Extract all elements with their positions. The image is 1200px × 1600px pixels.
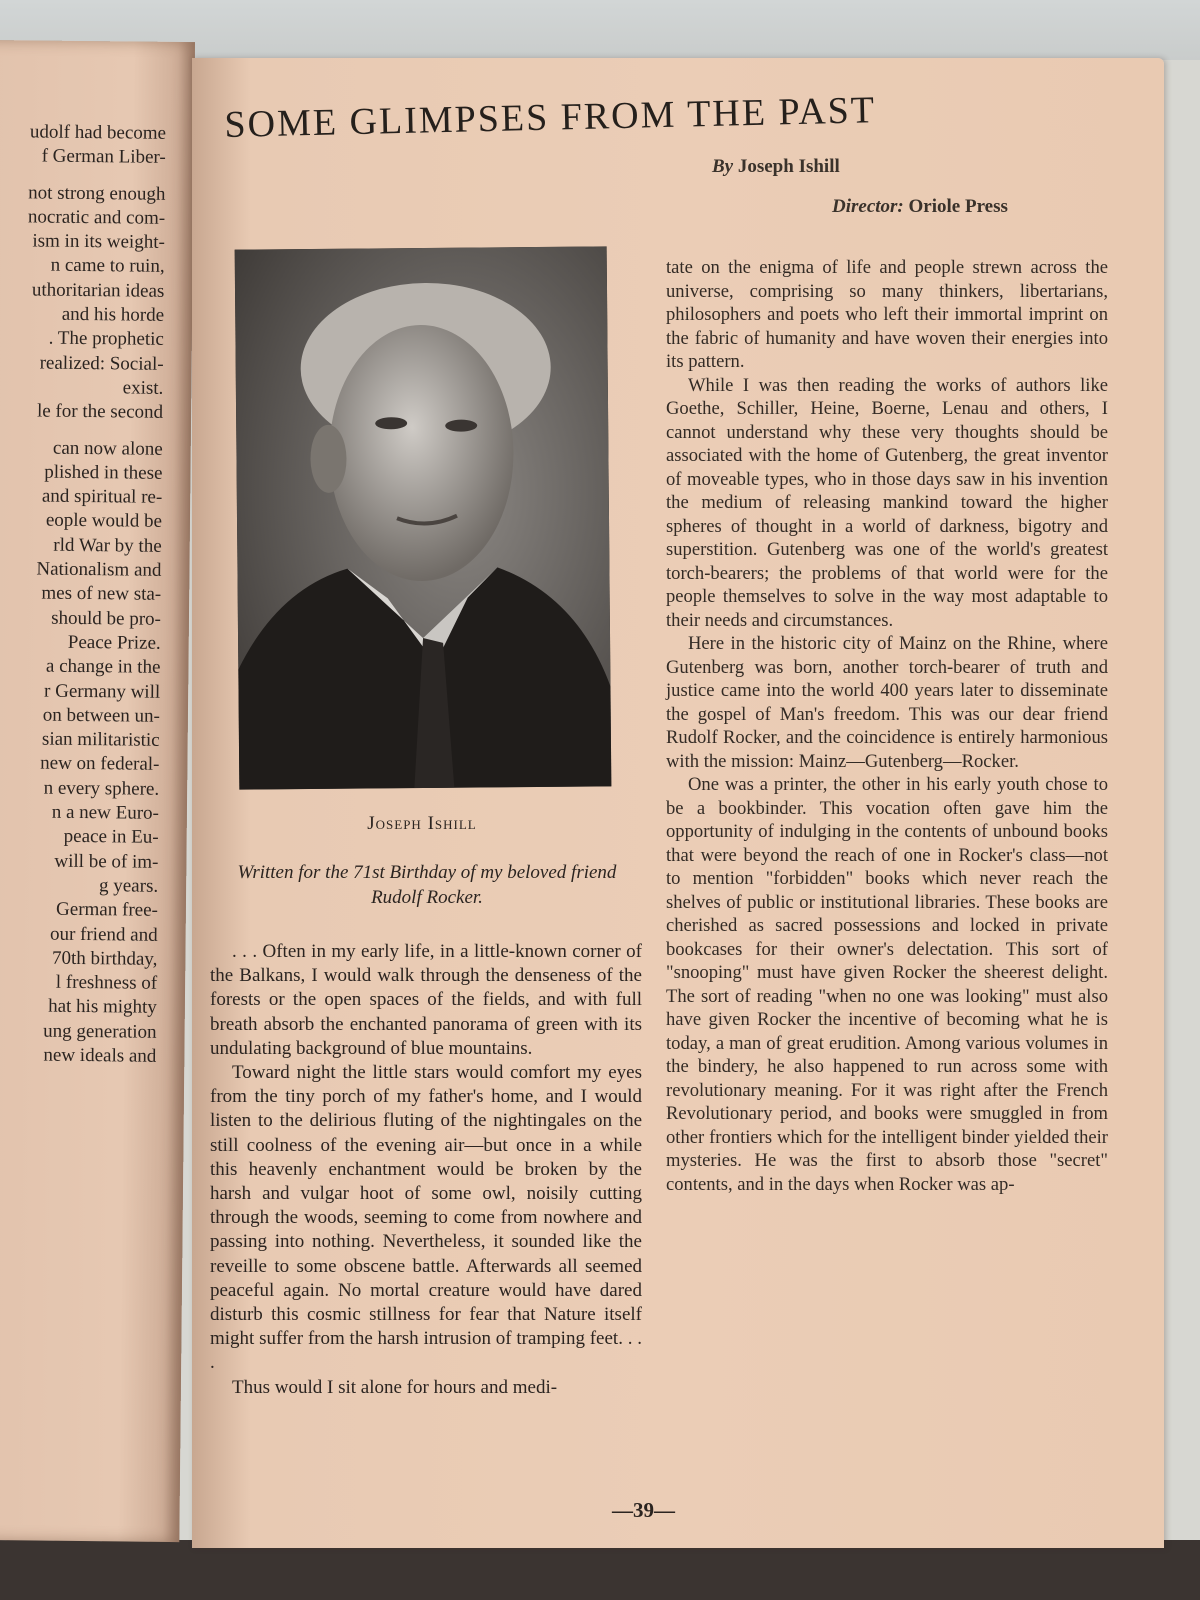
facing-page (0, 40, 195, 1542)
facing-page-line: ism in its weight- (32, 230, 165, 254)
facing-page-line: 70th birthday, (51, 947, 158, 970)
facing-page-line: le for the second (36, 400, 164, 424)
facing-page-line: g years. (98, 875, 159, 897)
dedication: Written for the 71st Birthday of my beloved friend Rudolf Rocker. (237, 862, 617, 908)
facing-page-line: on between un- (42, 704, 161, 727)
article-paragraph: tate on the enigma of life and people strewn across the universe, comprising so many thinkers, libertarians, philosophers and poets who left their immortal imprint on the fabric of humanity and have woven their energies into its pattern. (666, 257, 1108, 372)
facing-page-line: eople would be (45, 510, 163, 533)
facing-page-line: mes of new sta- (41, 582, 162, 606)
photo-caption: Joseph Ishill (367, 813, 477, 834)
director-value: Oriole Press (908, 196, 1008, 217)
facing-page-line: should be pro- (51, 607, 162, 630)
facing-page-line: realized: Social- (39, 352, 164, 375)
facing-page-line: new on federal- (40, 752, 160, 776)
article-paragraph: One was a printer, the other in his early youth chose to be a bookbinder. This vocation often gave him the opportunity of indulging in the contents of unbound books that were beyond the reach of one in Rocker's class—not to mention "forbidden" books which never reach the shelves of public or institutional libraries. These books are cherished as sacred possessions and locked in private bookcases for their owner's delectation. This sort of "snooping" must have given Rocker the sheerest delight. The sort of reading "when no one was looking" must also have given Rocker the incentive of becoming what he is today, a man of great erudition. Among various volumes in the bindery, he also happened to run across some with revolutionary meaning. For it was right after the French Revolutionary period, and books were smuggled in from other frontiers which for the intelligent binder yielded their mysteries. He was the first to absorb those "secret" contents, and in the days when Rocker was ap- (666, 774, 1108, 1195)
facing-page-text (0, 120, 166, 1069)
facing-page-line: n every sphere. (43, 777, 160, 800)
article-paragraph: . . . Often in my early life, in a little-known corner of the Balkans, I would walk through the denseness of the forests or the open spaces of the fields, and with full breath absorb the enchanted panorama of green with its undulating background of blue mountains. (210, 941, 642, 1059)
facing-page-line: can now alone (52, 437, 163, 460)
byline-author: Joseph Ishill (737, 156, 840, 177)
director-label: Director: (832, 196, 904, 217)
facing-page-line: l freshness of (55, 971, 158, 994)
facing-page-line: German free- (55, 898, 159, 922)
facing-page-line: and spiritual re- (41, 485, 163, 508)
article-title: SOME GLIMPSES FROM THE PAST (224, 89, 877, 146)
article-paragraph: Thus would I sit alone for hours and medi- (232, 1376, 558, 1398)
facing-page-line: not strong enough (28, 182, 166, 205)
page-number: —39— (612, 1498, 675, 1522)
byline-prefix: By (712, 156, 734, 177)
article-paragraph: While I was then reading the works of authors like Goethe, Schiller, Heine, Boerne, Lenau and others, I cannot understand why these very thoughts should be associated with the home of Gutenberg, the great inventor of moveable types, who in those days saw in his invention the medium of releasing mankind toward the higher spheres of thought in a world of darkness, bigotry and superstition. Gutenberg was one of the world's greatest torch-bearers; the problems of that world were for the people themselves to solve in the way most adaptable to their needs and circumstances. (666, 374, 1108, 631)
facing-page-line: peace in Eu- (63, 826, 159, 849)
facing-page-line: r Germany will (44, 680, 161, 703)
portrait-photo (235, 246, 612, 789)
facing-page-line: udolf had become (29, 121, 167, 144)
facing-page-line: f German Liber- (41, 145, 166, 169)
article-column-left (210, 940, 642, 1400)
director-credit (832, 196, 1008, 218)
facing-page-line: plished in these (44, 461, 163, 484)
article-page (192, 58, 1164, 1548)
facing-page-line: our friend and (49, 923, 158, 946)
facing-page-line: a change in the (45, 655, 161, 679)
portrait-image (235, 246, 612, 789)
article-paragraph: Here in the historic city of Mainz on the Rhine, where Gutenberg was born, another torch-bearer of truth and justice came into the world 400 years later to disseminate the gospel of Man's freedom. This was our dear friend Rudolf Rocker, and the coincidence is entirely harmonious with the mission: Mainz—Gutenberg—Rocker. (666, 633, 1108, 772)
article-column-right (666, 256, 1108, 1196)
facing-page-line: . The prophetic (48, 328, 164, 351)
facing-page-line: nocratic and com- (27, 206, 166, 229)
facing-page-line: ung generation (43, 1020, 157, 1043)
facing-page-line: rld War by the (53, 534, 162, 557)
facing-page-line: Nationalism and (36, 558, 162, 581)
facing-page-line: sian militaristic (41, 728, 160, 751)
facing-page-line: and his horde (61, 303, 165, 326)
facing-page-line: new ideals and (43, 1044, 157, 1067)
facing-page-line: will be of im- (54, 850, 159, 873)
facing-page-line: uthoritarian ideas (31, 279, 165, 302)
table-surface (0, 1540, 1200, 1600)
facing-page-line: exist. (122, 377, 164, 399)
byline (712, 156, 840, 178)
facing-page-line: n came to ruin, (50, 255, 165, 278)
facing-page-line: Peace Prize. (67, 631, 161, 654)
facing-page-line: n a new Euro- (51, 801, 160, 824)
facing-page-line: hat his mighty (48, 996, 157, 1019)
article-paragraph: Toward night the little stars would comfort my eyes from the tiny porch of my father's home, and I would listen to the delirious fluting of the nightingales on the still coolness of the evening air—but once in a while this heavenly enchantment would be broken by the harsh and vulgar hoot of some owl, noisily cutting through the woods, seeming to come from nowhere and passing into nothing. Nevertheless, it sounded like the reveille to some obscene battle. Afterwards all seemed peaceful again. No mortal creature would have dared disturb this cosmic stillness for fear that Nature itself might suffer from the harsh intrusion of tramping feet. . . . (210, 1062, 642, 1374)
